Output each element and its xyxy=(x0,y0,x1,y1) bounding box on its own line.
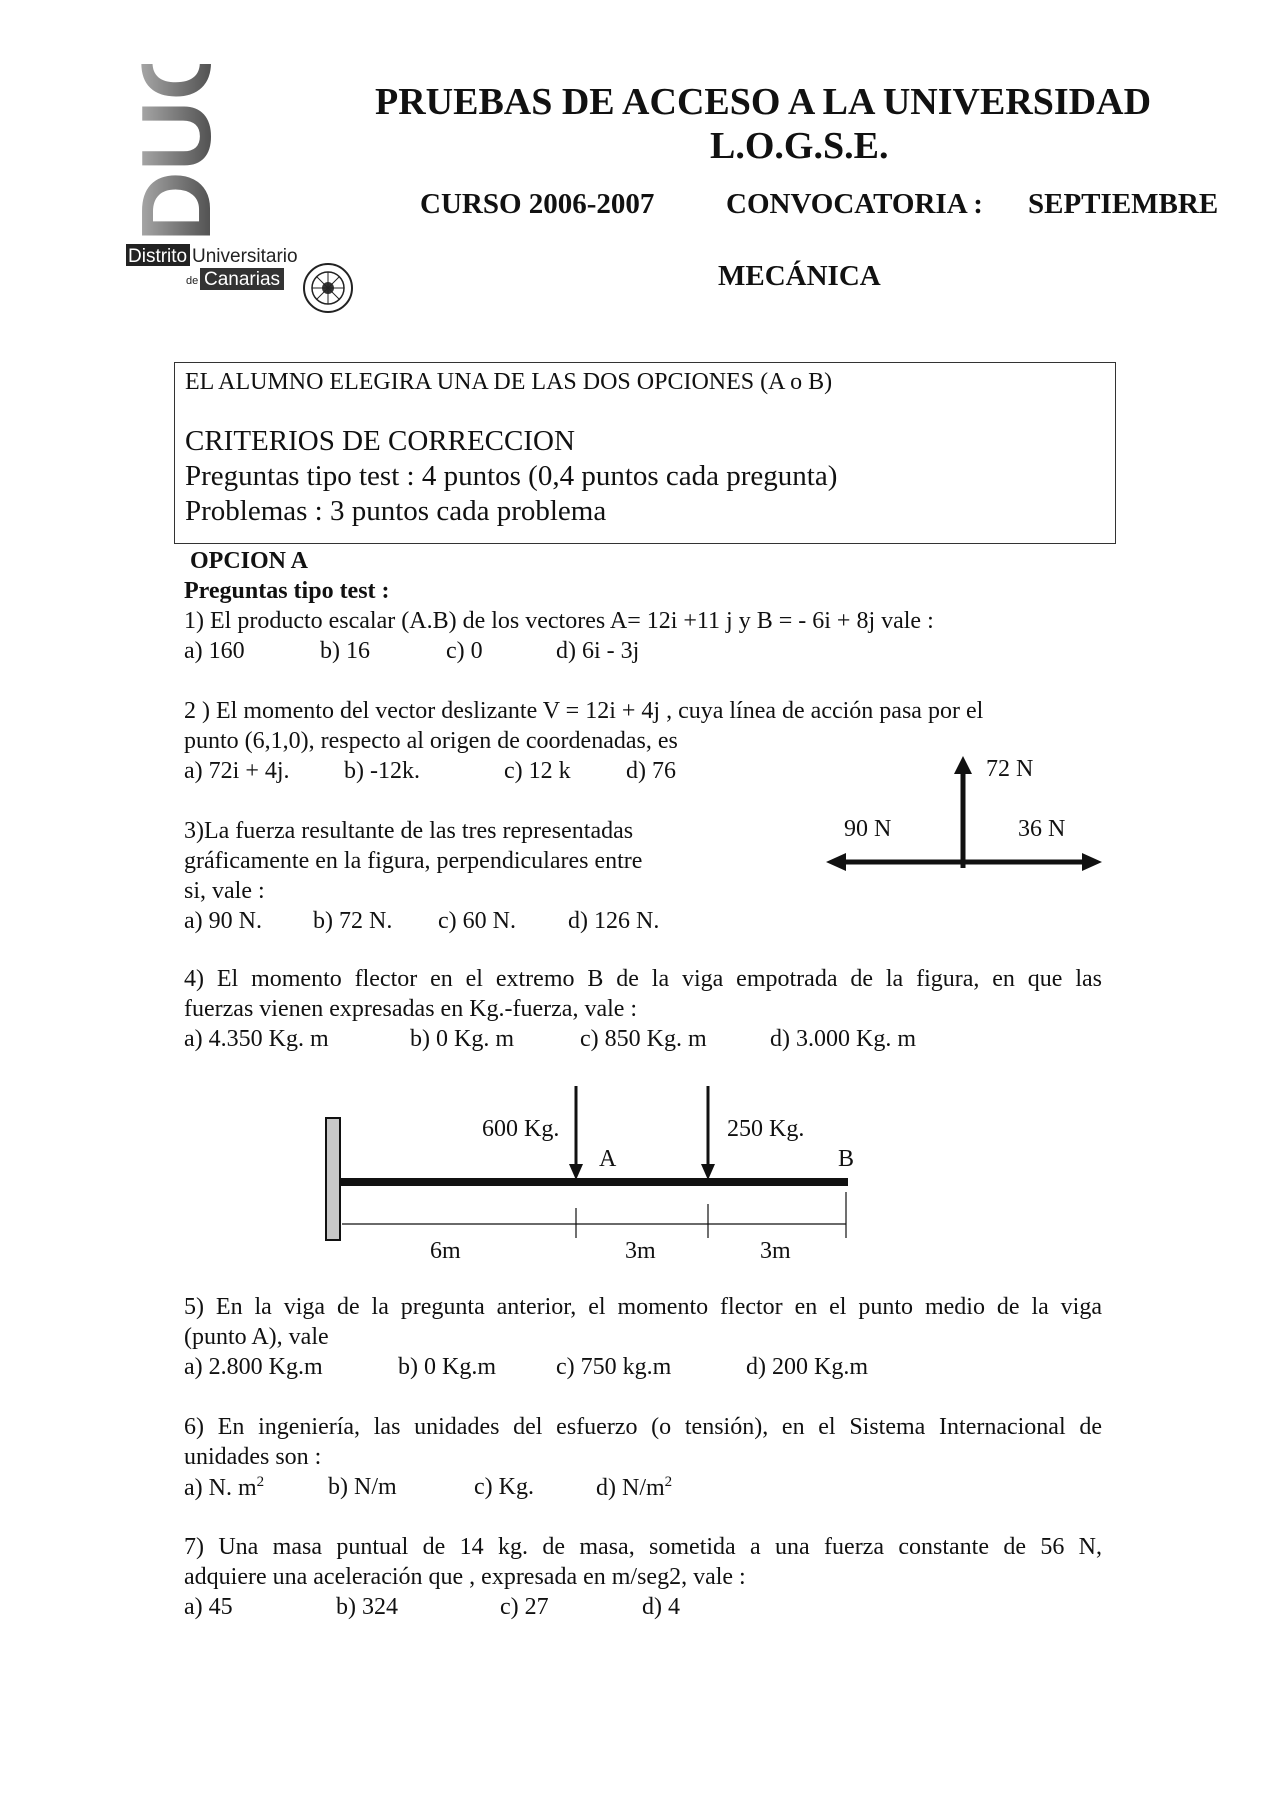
q4-option-a: a) 4.350 Kg. m xyxy=(184,1026,329,1052)
q5-line1: 5) En la viga de la pregunta anterior, el momento flector en el punto medio de la viga xyxy=(184,1294,1102,1320)
call-month: SEPTIEMBRE xyxy=(1028,188,1219,220)
q6-option-d xyxy=(596,1474,672,1502)
q2-option-b: b) -12k. xyxy=(344,758,420,784)
arrow-head-down-icon xyxy=(569,1164,583,1180)
q3-line3: si, vale : xyxy=(184,878,265,904)
criteria-test: Preguntas tipo test : 4 puntos (0,4 puntos cada pregunta) xyxy=(185,460,838,492)
q5-option-d: d) 200 Kg.m xyxy=(746,1354,868,1380)
q3-option-d: d) 126 N. xyxy=(568,908,660,934)
q2-option-d: d) 76 xyxy=(626,758,676,784)
beam-figure xyxy=(320,1080,880,1270)
q3-option-a: a) 90 N. xyxy=(184,908,262,934)
q6-option-d-exponent: 2 xyxy=(664,1474,673,1490)
university-logo xyxy=(126,64,358,316)
dimension-6m: 6m xyxy=(430,1238,461,1264)
logo-letters: DUC xyxy=(126,64,231,242)
duc-logo-graphic xyxy=(126,64,358,316)
q4-line2: fuerzas vienen expresadas en Kg.-fuerza, vale : xyxy=(184,996,638,1022)
point-b-label: B xyxy=(838,1146,855,1172)
dimension-3m-second: 3m xyxy=(760,1238,791,1264)
q4-line1: 4) El momento flector en el extremo B de la viga empotrada de la figura, en que las xyxy=(184,966,1102,992)
instructions-box xyxy=(174,362,1116,544)
q1-option-a: a) 160 xyxy=(184,638,245,664)
q5-option-a: a) 2.800 Kg.m xyxy=(184,1354,323,1380)
logo-text-distrito: Distrito xyxy=(128,246,188,267)
q5-option-b: b) 0 Kg.m xyxy=(398,1354,496,1380)
criteria-title: CRITERIOS DE CORRECCION xyxy=(185,425,575,457)
section-heading: Preguntas tipo test : xyxy=(184,578,390,604)
instruction-text: EL ALUMNO ELEGIRA UNA DE LAS DOS OPCIONES (A o B) xyxy=(185,369,833,395)
wall-support xyxy=(326,1118,340,1240)
q6-option-a xyxy=(184,1474,264,1502)
q6-option-a-text: a) N. m xyxy=(184,1475,257,1501)
q7-option-d: d) 4 xyxy=(642,1594,680,1620)
q7-option-b: b) 324 xyxy=(336,1594,398,1620)
arrow-head-left-icon xyxy=(826,853,846,871)
load-600-label: 600 Kg. xyxy=(482,1116,560,1142)
q7-option-c: c) 27 xyxy=(500,1594,549,1620)
force-left-label: 90 N xyxy=(844,816,892,842)
q4-option-c: c) 850 Kg. m xyxy=(580,1026,707,1052)
q7-line2: adquiere una aceleración que , expresada en m/seg2, vale : xyxy=(184,1564,746,1590)
q6-option-c: c) Kg. xyxy=(474,1474,534,1500)
forces-figure xyxy=(820,748,1110,878)
q5-option-c: c) 750 kg.m xyxy=(556,1354,672,1380)
option-heading: OPCION A xyxy=(190,548,309,574)
arrow-head-up-icon xyxy=(954,756,972,774)
q7-line1: 7) Una masa puntual de 14 kg. de masa, sometida a una fuerza constante de 56 N, xyxy=(184,1534,1102,1560)
page-subtitle: L.O.G.S.E. xyxy=(710,125,889,167)
q6-line1: 6) En ingeniería, las unidades del esfuerzo (o tensión), en el Sistema Internacional de xyxy=(184,1414,1102,1440)
criteria-problems: Problemas : 3 puntos cada problema xyxy=(185,495,607,527)
q2-line1: 2 ) El momento del vector deslizante V = 12i + 4j , cuya línea de acción pasa por el xyxy=(184,698,984,724)
logo-text-canarias: Canarias xyxy=(204,269,281,290)
seal-icon xyxy=(304,264,352,312)
q2-option-c: c) 12 k xyxy=(504,758,571,784)
page-title: PRUEBAS DE ACCESO A LA UNIVERSIDAD xyxy=(375,81,1152,123)
q6-line2: unidades son : xyxy=(184,1444,322,1470)
q3-line2: gráficamente en la figura, perpendiculares entre xyxy=(184,848,643,874)
q3-option-c: c) 60 N. xyxy=(438,908,516,934)
q1-option-d: d) 6i - 3j xyxy=(556,638,640,664)
point-a-label: A xyxy=(599,1146,617,1172)
q3-option-b: b) 72 N. xyxy=(313,908,393,934)
arrow-head-down-icon xyxy=(701,1164,715,1180)
q1-text: 1) El producto escalar (A.B) de los vectores A= 12i +11 j y B = - 6i + 8j vale : xyxy=(184,608,934,634)
q3-line1: 3)La fuerza resultante de las tres representadas xyxy=(184,818,634,844)
q2-line2: punto (6,1,0), respecto al origen de coordenadas, es xyxy=(184,728,678,754)
call-label: CONVOCATORIA : xyxy=(726,188,983,220)
q6-option-a-exponent: 2 xyxy=(256,1474,265,1490)
q1-option-c: c) 0 xyxy=(446,638,483,664)
dimension-3m-first: 3m xyxy=(625,1238,656,1264)
force-right-label: 36 N xyxy=(1018,816,1066,842)
force-up-label: 72 N xyxy=(986,756,1034,782)
subject-name: MECÁNICA xyxy=(718,260,881,292)
q4-option-d: d) 3.000 Kg. m xyxy=(770,1026,916,1052)
logo-text-universitario: Universitario xyxy=(192,246,298,267)
q6-option-b: b) N/m xyxy=(328,1474,397,1500)
q5-line2: (punto A), vale xyxy=(184,1324,329,1350)
q6-option-d-text: d) N/m xyxy=(596,1475,665,1501)
course-year: CURSO 2006-2007 xyxy=(420,188,655,220)
q1-option-b: b) 16 xyxy=(320,638,370,664)
logo-text-de: de xyxy=(186,275,199,287)
load-250-label: 250 Kg. xyxy=(727,1116,805,1142)
q4-option-b: b) 0 Kg. m xyxy=(410,1026,514,1052)
q7-option-a: a) 45 xyxy=(184,1594,233,1620)
arrow-head-right-icon xyxy=(1082,853,1102,871)
q2-option-a: a) 72i + 4j. xyxy=(184,758,290,784)
